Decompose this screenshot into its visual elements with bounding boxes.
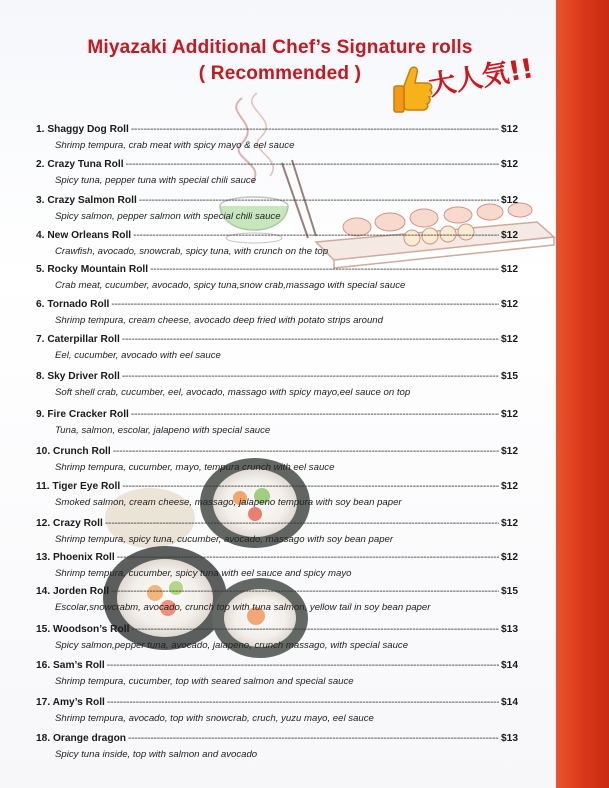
item-price: $12 [501,230,518,241]
item-description: Shrimp tempura, spicy tuna, cucumber, avocado, massago with soy bean paper [55,534,394,545]
dot-leader [113,446,499,457]
dot-leader [131,409,499,420]
menu-item [36,124,518,151]
item-description: Smoked salmon, cream cheese, massago, jalapeno tempura with soy bean paper [55,497,402,508]
item-description: Escolar,snowcrabm, avocado, crunch top with tuna salmon, yellow tail in soy bean paper [55,602,431,613]
item-description: Shrimp tempura, cucumber, spicy tuna with eel sauce and spicy mayo [55,568,352,579]
dot-leader [122,334,499,345]
item-price: $12 [501,299,518,310]
menu-item [36,481,518,508]
dot-leader [139,195,499,206]
item-price: $12 [501,518,518,529]
dot-leader [131,624,499,635]
dot-leader [111,586,499,597]
item-name: 4. New Orleans Roll [36,230,132,241]
dot-leader [105,518,499,529]
item-name: 11. Tiger Eye Roll [36,481,121,492]
item-description: Spicy salmon, pepper salmon with special chili sauce [55,211,281,222]
item-name: 7. Caterpillar Roll [36,334,120,345]
item-price: $12 [501,481,518,492]
item-name: 16. Sam’s Roll [36,660,105,671]
dot-leader [133,230,499,241]
item-name: 12. Crazy Roll [36,518,103,529]
item-name: 17. Amy’s Roll [36,697,105,708]
item-name: 6. Tornado Roll [36,299,110,310]
item-price: $12 [501,124,518,135]
menu-item [36,159,518,186]
menu-item [36,409,518,436]
item-description: Shrimp tempura, cucumber, mayo, tempura crunch with eel sauce [55,462,335,473]
item-description: Spicy salmon,pepper tuna, avocado, jalapeno, crunch massago, with special sauce [55,640,409,651]
item-name: 9. Fire Cracker Roll [36,409,129,420]
dot-leader [117,552,499,563]
menu-item [36,334,518,361]
item-price: $12 [501,334,518,345]
item-price: $12 [501,264,518,275]
item-name: 15. Woodson’s Roll [36,624,130,635]
menu-item [36,518,518,545]
item-name: 10. Crunch Roll [36,446,111,457]
popular-badge: 大人気!! [426,53,536,103]
menu-item [36,446,518,473]
item-price: $12 [501,195,518,206]
menu-item [36,299,518,326]
menu-item [36,733,518,760]
menu-item [36,624,518,651]
item-price: $15 [501,586,518,597]
dot-leader [111,299,499,310]
dot-leader [107,697,499,708]
dot-leader [122,481,499,492]
menu-item [36,660,518,687]
menu-item [36,264,518,291]
dot-leader [131,124,499,135]
item-description: Shrimp tempura, crab meat with spicy mayo & eel sauce [55,140,295,151]
item-price: $13 [501,733,518,744]
item-description: Crawfish, avocado, snowcrab, spicy tuna, with crunch on the top [55,246,329,257]
dot-leader [128,733,499,744]
item-name: 8. Sky Driver Roll [36,371,120,382]
decorative-side-bar [556,0,609,788]
dot-leader [122,371,499,382]
item-description: Eel, cucumber, avocado with eel sauce [55,350,221,361]
item-name: 5. Rocky Mountain Roll [36,264,149,275]
item-name: 1. Shaggy Dog Roll [36,124,129,135]
menu-item [36,230,518,257]
item-name: 14. Jorden Roll [36,586,110,597]
item-price: $12 [501,409,518,420]
item-price: $14 [501,660,518,671]
dot-leader [126,159,499,170]
menu-title: Miyazaki Additional Chef’s Signature rolls [87,37,473,58]
item-description: Shrimp tempura, cucumber, top with seared salmon and special sauce [55,676,354,687]
item-description: Soft shell crab, cucumber, eel, avocado, massago with spicy mayo,eel sauce on top [55,387,411,398]
item-name: 18. Orange dragon [36,733,127,744]
item-description: Spicy tuna, pepper tuna with special chili sauce [55,175,257,186]
item-name: 13. Phoenix Roll [36,552,115,563]
menu-item [36,195,518,222]
dot-leader [150,264,499,275]
item-name: 3. Crazy Salmon Roll [36,195,137,206]
item-price: $14 [501,697,518,708]
menu-item [36,371,518,398]
item-description: Tuna, salmon, escolar, jalapeno with special sauce [55,425,271,436]
menu-item [36,586,518,613]
item-description: Shrimp tempura, cream cheese, avocado deep fried with potato strips around [55,315,383,326]
item-description: Crab meat, cucumber, avocado, spicy tuna,snow crab,massago with special sauce [55,280,406,291]
item-price: $12 [501,159,518,170]
item-price: $13 [501,624,518,635]
item-price: $12 [501,446,518,457]
item-price: $12 [501,552,518,563]
menu-item [36,552,518,579]
item-name: 2. Crazy Tuna Roll [36,159,124,170]
dot-leader [107,660,499,671]
item-description: Shrimp tempura, avocado, top with snowcrab, cruch, yuzu mayo, eel sauce [55,713,374,724]
menu-item [36,697,518,724]
item-price: $15 [501,371,518,382]
item-description: Spicy tuna inside, top with salmon and avocado [55,749,258,760]
menu-subtitle: ( Recommended ) [198,63,362,84]
